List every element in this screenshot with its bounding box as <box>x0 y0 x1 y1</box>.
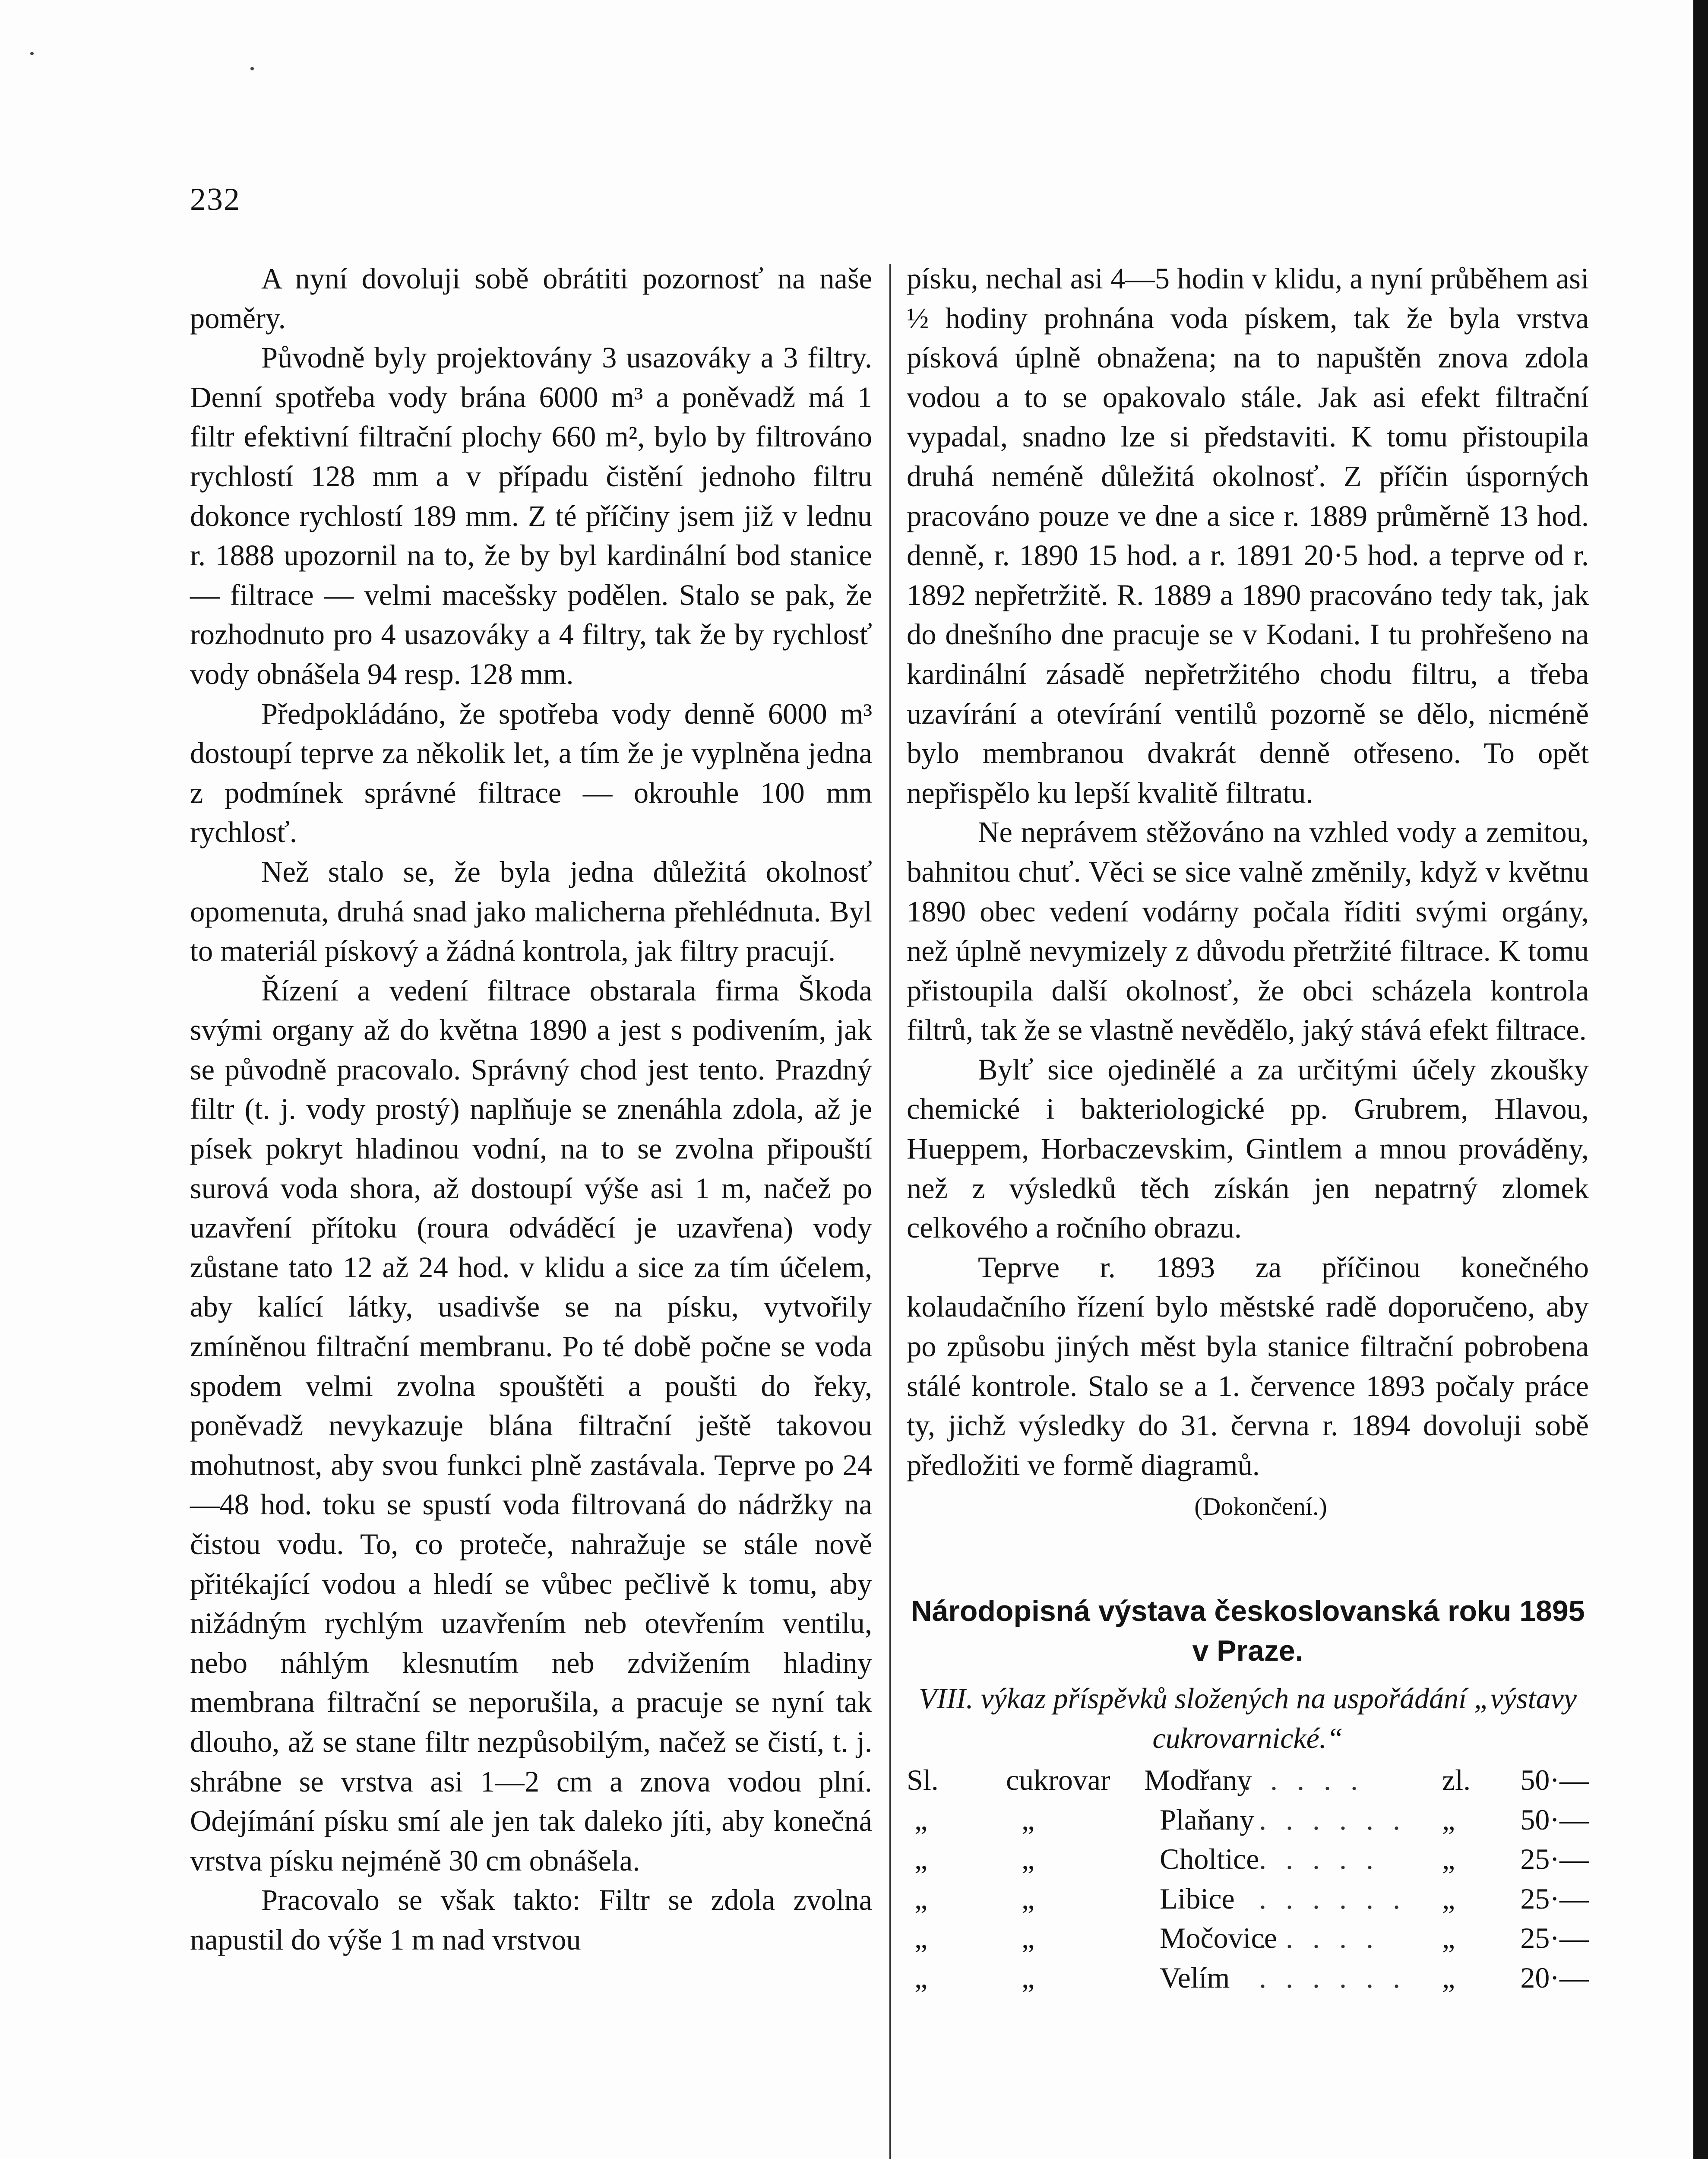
donor-type: „ <box>1022 1803 1035 1836</box>
donor-prefix: „ <box>914 1803 928 1836</box>
leader-dots: . . . . . . <box>1259 1803 1406 1836</box>
donor-type: „ <box>1022 1961 1035 1994</box>
donation-row <box>907 1760 1589 1800</box>
donor-prefix: „ <box>914 1882 928 1915</box>
donation-amount: 50·— <box>1520 1803 1589 1836</box>
leader-dots: . . . . . . <box>1259 1882 1406 1915</box>
leader-dots: . . . . . . <box>1259 1961 1406 1994</box>
column-divider <box>889 264 891 2159</box>
donor-type: „ <box>1022 1842 1035 1876</box>
paragraph: Řízení a vedení filtrace obstarala firma Škoda svými organy až do května 1890 a jest s podivením, jak se původně pracovalo. Správný chod jest tento. Prazdný filtr (t. j. vody prostý) naplňuje se znenáhla zdola, až je písek pokryt hladinou vodní, na to se zvolna připouští surová voda shora, až dostoupí výše asi 1 m, načež po uzavření přítoku (roura odváděcí je uzavřena) vody zůstane tato 12 až 24 hod. v klidu a sice za tím účelem, aby kalící látky, usadivše se na písku, vytvořily zmíněnou filtrační membranu. Po té době počne se voda spodem velmi zvolna spouštěti a poušti do řeky, poněvadž nevykazuje blána filtrační ještě takovou mohutnost, aby svou funkci plně zastávala. Teprve po 24—48 hod. toku se spustí voda filtrovaná do nádržky na čistou vodu. To, co proteče, nahražuje se stále nově přitékající vodou a hledí se vůbec pečlivě k tomu, aby nižádným rychlým uzavřením neb otevřením ventilu, nebo náhlým klesnutím neb zdvižením hladiny membrana filtrační se neporušila, a pracuje se nyní tak dlouho, až se stane filtr nezpůsobilým, načež se čistí, t. j. shrábne se vrstva asi 1—2 cm a znova vodou plní. Odejímání písku smí ale jen tak daleko jíti, aby konečná vrstva písku nejméně 30 cm obnášela. <box>190 974 872 1877</box>
donor-place: Modřany <box>1144 1763 1252 1796</box>
donation-row <box>907 1918 1589 1958</box>
paragraph: Původně byly projektovány 3 usazováky a 3 filtry. Denní spotřeba vody brána 6000 m³ a poněvadž má 1 filtr efektivní filtrační plochy 660 m², bylo by filtrováno rychlostí 128 mm a v případu čistění jednoho filtru dokonce rychlostí 189 mm. Z té příčiny jsem již v lednu r. 1888 upozornil na to, že by byl kardinální bod stanice — filtrace — velmi macešsky podělen. Stalo se pak, že rozhodnuto pro 4 usazováky a 4 filtry, tak že by rychlosť vody obnášela 94 resp. 128 mm. <box>190 341 872 690</box>
donor-place: Plaňany <box>1160 1803 1255 1836</box>
paragraph-continuation: písku, nechal asi 4—5 hodin v klidu, a nyní průběhem asi ½ hodiny prohnána voda pískem, tak že byla vrstva písková úplně obnažena; na to napuštěn znova zdola vodou a to se opakovalo stále. Jak asi efekt filtrační vypadal, snadno lze si představiti. K tomu přistoupila druhá neméně důležitá okolnosť. Z příčin úsporných pracováno pouze ve dne a sice r. 1889 průměrně 13 hod. denně, r. 1890 15 hod. a r. 1891 20·5 hod. a teprve od r. 1892 nepřetržitě. R. 1889 a 1890 pracováno tedy tak, jak do dnešního dne pracuje se v Kodani. I tu prohřešeno na kardinální zásadě nepřetržitého chodu filtru, a třeba uzavírání a otevírání ventilů pozorně se dělo, nicméně bylo membranou dvakrát denně otřeseno. To opět nepřispělo ku lepší kvalitě filtratu. <box>907 262 1589 809</box>
leader-dots: . . . . . <box>1259 1842 1379 1876</box>
currency-unit: „ <box>1442 1961 1455 1994</box>
donor-place: Choltice <box>1160 1842 1259 1876</box>
scan-speck <box>30 52 34 55</box>
closing-note: (Dokončení.) <box>1194 1492 1327 1521</box>
donation-amount: 50·— <box>1520 1763 1589 1796</box>
donation-row <box>907 1958 1589 1998</box>
donor-type: „ <box>1022 1922 1035 1955</box>
donor-place: Velím <box>1160 1961 1230 1994</box>
leader-dots: . . . . . <box>1259 1922 1379 1955</box>
currency-unit: zl. <box>1442 1763 1471 1796</box>
donor-prefix: „ <box>914 1842 928 1876</box>
donation-amount: 25·— <box>1520 1842 1589 1876</box>
right-column <box>907 259 1589 1998</box>
donation-amount: 25·— <box>1520 1922 1589 1955</box>
donor-prefix: Sl. <box>907 1763 939 1796</box>
donor-place: Libice <box>1160 1882 1235 1915</box>
donation-amount: 25·— <box>1520 1882 1589 1915</box>
paragraph: A nyní dovoluji sobě obrátiti pozornosť na naše poměry. <box>190 262 872 335</box>
donor-prefix: „ <box>914 1922 928 1955</box>
donor-prefix: „ <box>914 1961 928 1994</box>
scan-edge-right <box>1693 0 1708 2159</box>
donor-type: cukrovar <box>1006 1763 1110 1796</box>
donor-place: Močovice <box>1160 1922 1277 1955</box>
donor-type: „ <box>1022 1882 1035 1915</box>
paragraph: Než stalo se, že byla jedna důležitá okolnosť opomenuta, druhá snad jako malicherna přehlédnuta. Byl to materiál pískový a žádná kontrola, jak filtry pracují. <box>190 855 872 968</box>
paragraph: Ne neprávem stěžováno na vzhled vody a zemitou, bahnitou chuť. Věci se sice valně změnily, když v květnu 1890 obec vedení vodárny počala říditi svými orgány, než úplně nevymizely z důvodu přetržité filtrace. K tomu přistoupila další okolnosť, že obci scházela kontrola filtrů, tak že se vlastně nevědělo, jaký stává efekt filtrace. <box>907 816 1589 1047</box>
scan-speck <box>250 67 254 70</box>
section-heading: Národopisná výstava českoslovanská roku 1895 v Praze. <box>911 1595 1585 1667</box>
paragraph: Teprve r. 1893 za příčinou konečného kolaudačního řízení bylo městské radě doporučeno, aby po způsobu jiných měst byla stanice filtrační pobrobena stálé kontrole. Stalo se a 1. července 1893 počaly práce ty, jichž výsledky do 31. června r. 1894 dovoluji sobě předložiti ve formě diagramů. <box>907 1250 1589 1482</box>
donation-amount: 20·— <box>1520 1961 1589 1994</box>
left-column <box>190 259 872 1960</box>
donation-row <box>907 1839 1589 1879</box>
currency-unit: „ <box>1442 1882 1455 1915</box>
paragraph: Pracovalo se však takto: Filtr se zdola zvolna napustil do výše 1 m nad vrstvou <box>190 1884 872 1956</box>
donation-row <box>907 1800 1589 1840</box>
paragraph: Bylť sice ojedinělé a za určitými účely zkoušky chemické i bakteriologické pp. Grubrem, Hlavou, Hueppem, Horbaczevskim, Gintlem a mnou prováděny, než z výsledků těch získán jen nepatrný zlomek celkového a ročního obrazu. <box>907 1053 1589 1244</box>
leader-dots: . . . . . <box>1243 1763 1364 1796</box>
section-subheading: VIII. výkaz příspěvků složených na uspořádání „výstavy cukrovarnické.“ <box>919 1682 1577 1754</box>
donation-row <box>907 1879 1589 1919</box>
currency-unit: „ <box>1442 1803 1455 1836</box>
donations-list <box>907 1760 1589 1998</box>
page-number: 232 <box>190 182 240 217</box>
currency-unit: „ <box>1442 1922 1455 1955</box>
currency-unit: „ <box>1442 1842 1455 1876</box>
paragraph: Předpokládáno, že spotřeba vody denně 6000 m³ dostoupí teprve za několik let, a tím že je vyplněna jedna z podmínek správné filtrace — okrouhle 100 mm rychlosť. <box>190 697 872 849</box>
